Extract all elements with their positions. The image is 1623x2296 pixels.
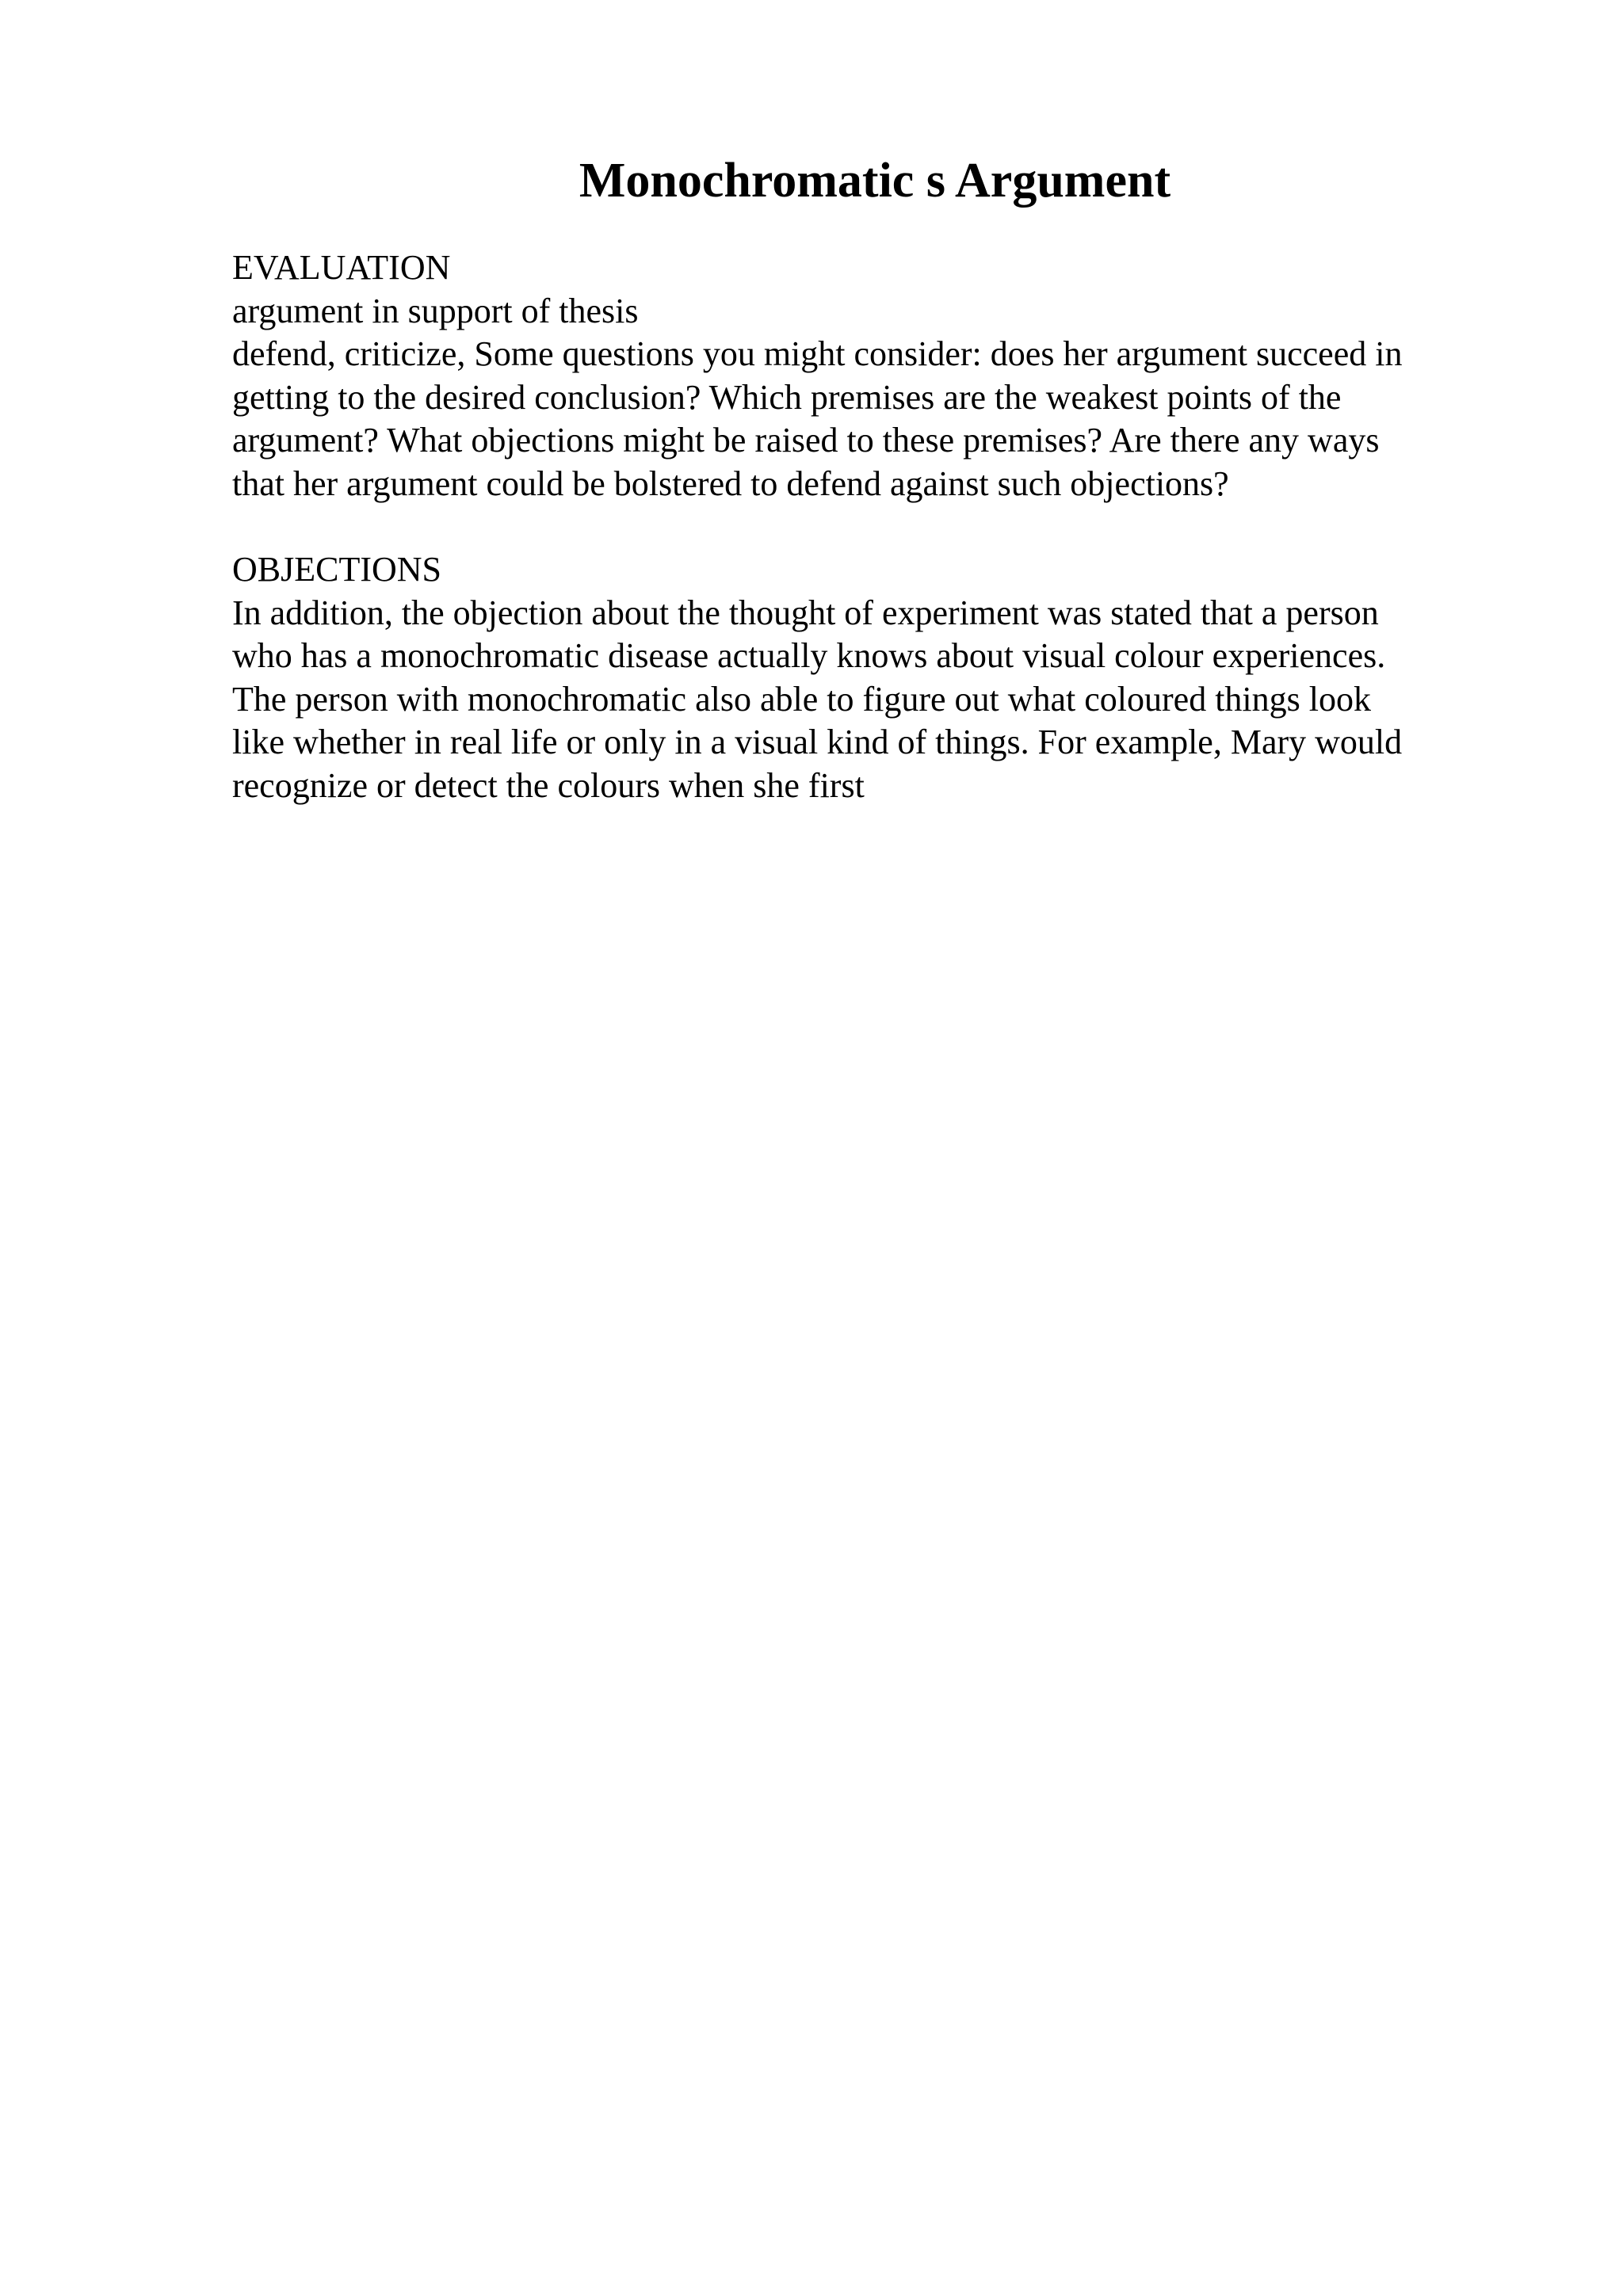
paragraph-line: who has a monochromatic disease actually knows about visual colour experiences. — [232, 636, 1386, 675]
paragraph-line: argument in support of thesis — [232, 291, 639, 330]
section-heading-evaluation: EVALUATION — [232, 248, 451, 287]
paragraph-line: recognize or detect the colours when she first — [232, 765, 865, 805]
paragraph-line: like whether in real life or only in a visual kind of things. For example, Mary would — [232, 723, 1403, 761]
paragraph-line: defend, criticize, Some questions you might consider: does her argument succeed in — [232, 334, 1403, 373]
section-evaluation — [232, 246, 1516, 505]
paragraph-line: In addition, the objection about the thought of experiment was stated that a person — [232, 593, 1379, 632]
paragraph-line: getting to the desired conclusion? Which premises are the weakest points of the — [232, 377, 1342, 417]
paragraph-line: argument? What objections might be raised to these premises? Are there any ways — [232, 421, 1380, 460]
section-heading-objections: OBJECTIONS — [232, 550, 442, 589]
paragraph-line: The person with monochromatic also able to figure out what coloured things look — [232, 679, 1372, 719]
document-title: Monochromatic s Argument — [579, 154, 1171, 208]
section-objections — [232, 548, 1516, 807]
paragraph-line: that her argument could be bolstered to defend against such objections? — [232, 463, 1229, 503]
